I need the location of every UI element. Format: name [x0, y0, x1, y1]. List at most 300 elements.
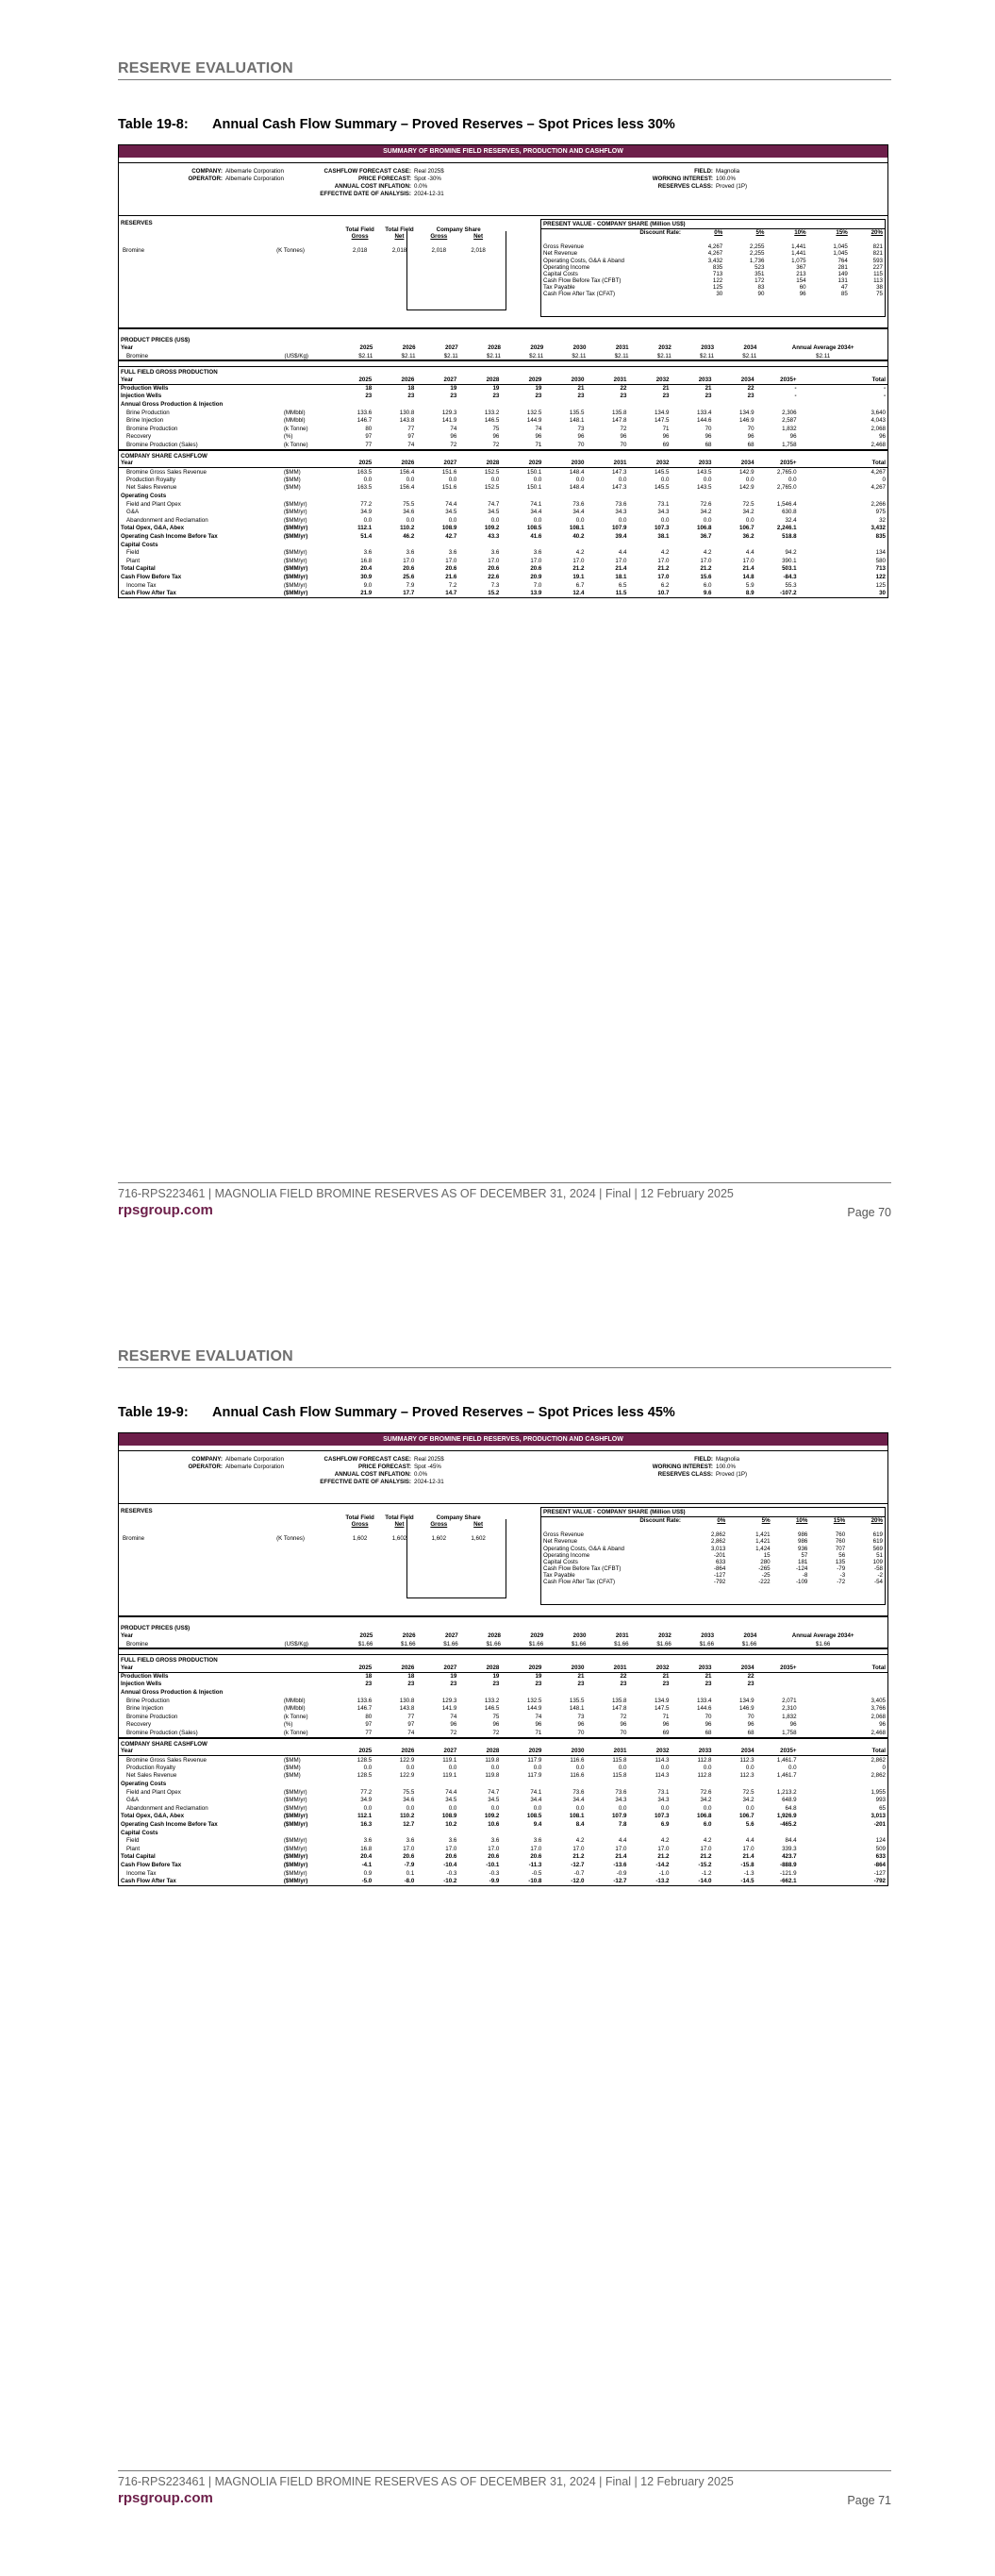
row-value: 0.0 — [533, 516, 542, 524]
prices-year: 2032 — [658, 1631, 672, 1639]
row-value: 108.1 — [569, 525, 585, 532]
pv-value: 351 — [755, 270, 765, 277]
res-head-tfn: Total Field — [385, 226, 414, 234]
row-value: -10.8 — [528, 1878, 542, 1885]
row-value: 21.4 — [615, 565, 627, 573]
row-value: 20.6 — [403, 1853, 415, 1861]
meta-field — [581, 1456, 739, 1463]
pv-value: 1,424 — [755, 1545, 771, 1552]
prices-title: PRODUCT PRICES (US$) — [121, 337, 191, 344]
row-value: 18 — [365, 1672, 373, 1680]
company-cashflow-row — [119, 492, 887, 500]
meta-wi — [581, 1464, 736, 1470]
row-value: 96 — [492, 433, 500, 441]
row-value: 106.7 — [739, 1813, 755, 1820]
row-value: 77 — [365, 1729, 373, 1736]
row-value: 72 — [620, 1713, 627, 1720]
row-label: Plant — [126, 1845, 141, 1852]
row-unit: ($MM/yr) — [283, 1862, 308, 1868]
pv-value: 633 — [715, 1558, 726, 1565]
row-plus — [756, 1681, 799, 1689]
row-value: 74.4 — [445, 1788, 457, 1796]
row-unit: (MMbbl) — [283, 417, 306, 425]
row-value: -10.4 — [443, 1862, 457, 1868]
pv-row — [541, 271, 885, 277]
row-value: 96 — [535, 433, 542, 441]
row-total: 633 — [875, 1853, 886, 1861]
row-total: 30 — [879, 590, 886, 597]
row-value: 21.2 — [572, 565, 585, 573]
company-cashflow-row — [119, 557, 887, 565]
gross-production-row — [119, 393, 887, 401]
row-value: -0.7 — [573, 1869, 585, 1877]
pv-value: -58 — [874, 1564, 883, 1572]
row-value: 108.9 — [441, 1813, 457, 1820]
row-value: 6.7 — [575, 581, 585, 589]
row-label: Production Royalty — [126, 476, 175, 483]
row-value: 34.5 — [488, 1797, 500, 1804]
row-value: 17.0 — [445, 557, 457, 564]
pv-value: 2,255 — [749, 250, 765, 258]
cashflow-sheet — [118, 1432, 888, 1886]
row-total: 580 — [875, 557, 886, 564]
row-value: 4.2 — [703, 549, 712, 557]
row-value: 34.9 — [360, 509, 373, 516]
row-value: 10.6 — [488, 1821, 500, 1829]
row-value: 19 — [535, 384, 542, 392]
meta-value: 100.0% — [716, 1464, 736, 1471]
res-head-tfg: Total Field — [345, 1514, 374, 1522]
row-value: 34.4 — [530, 509, 542, 516]
row-value: 16.8 — [360, 557, 373, 564]
row-value: 72.5 — [742, 500, 755, 508]
row-label: Field and Plant Opex — [126, 1788, 181, 1796]
row-value: 23 — [535, 1681, 542, 1688]
row-value: -0.3 — [489, 1869, 500, 1877]
row-value: 115.8 — [612, 1756, 627, 1764]
company-cashflow-row — [119, 1813, 887, 1821]
company-cashflow-row — [119, 541, 887, 549]
row-value: -1.0 — [658, 1869, 670, 1877]
company-cashflow-row — [119, 1877, 887, 1885]
pv-value: -265 — [758, 1564, 771, 1572]
row-unit — [282, 1672, 331, 1681]
company-cashflow-row — [119, 509, 887, 517]
row-unit: ($MM/yr) — [283, 516, 307, 524]
company-cashflow-row — [119, 1797, 887, 1805]
row-value: 148.4 — [569, 468, 585, 476]
year-header: 2028 — [458, 1748, 501, 1756]
pv-row — [541, 1572, 885, 1579]
row-value: 21.4 — [615, 1853, 627, 1861]
row-value: 3.6 — [448, 549, 457, 557]
pv-rate: 10% — [795, 1517, 808, 1525]
row-total: - — [883, 384, 886, 392]
row-value: 80 — [365, 425, 373, 432]
row-value: 72 — [450, 441, 457, 448]
pv-value: 4,267 — [707, 250, 723, 258]
pv-row-label: Operating Income — [543, 263, 590, 271]
row-unit: ($MM) — [283, 468, 301, 476]
meta-value: Albemarle Corporation — [225, 176, 284, 183]
row-value: 77.2 — [360, 1788, 373, 1796]
pv-row — [541, 1546, 885, 1552]
row-total — [799, 1681, 887, 1689]
row-value: 71 — [662, 1713, 670, 1720]
meta-operator — [119, 176, 284, 182]
row-value: 3.6 — [490, 1837, 500, 1845]
prices-year-label: Year — [121, 1631, 134, 1639]
row-plus: 1,213.2 — [776, 1788, 797, 1796]
row-unit — [282, 1829, 331, 1837]
sheet-meta — [119, 163, 887, 216]
row-value: 8.9 — [745, 590, 755, 597]
row-plus: -121.9 — [780, 1869, 797, 1877]
row-total: 2,068 — [871, 425, 886, 432]
row-value: 77 — [407, 1713, 415, 1720]
row-value: 43.3 — [488, 533, 500, 541]
row-value: 96 — [535, 1721, 542, 1729]
row-value: 116.6 — [570, 1772, 585, 1780]
pv-value: -201 — [713, 1551, 726, 1559]
row-plus: 1,758 — [782, 1729, 797, 1736]
row-value: 73.1 — [657, 1788, 670, 1796]
pv-value: 131 — [837, 276, 848, 284]
pv-value: 2,255 — [749, 243, 765, 251]
meta-key: CASHFLOW FORECAST CASE: — [323, 168, 411, 176]
pv-value: 986 — [798, 1531, 808, 1539]
gross-production-title: FULL FIELD GROSS PRODUCTION — [121, 1657, 218, 1664]
row-value: 112.3 — [739, 1772, 755, 1780]
row-value: 132.5 — [526, 409, 542, 416]
row-value: 0.0 — [618, 1764, 627, 1771]
row-unit — [282, 541, 331, 549]
pv-row-label: Cash Flow Before Tax (CFBT) — [543, 1564, 622, 1572]
row-value: 41.6 — [530, 533, 542, 541]
row-plus: 84.4 — [785, 1837, 797, 1845]
company-cashflow-row — [119, 589, 887, 597]
row-value: 70 — [577, 441, 585, 448]
pv-row — [541, 277, 885, 284]
row-plus: 0.0 — [788, 1764, 797, 1771]
report-page — [0, 1288, 995, 2576]
row-value: 163.5 — [357, 468, 373, 476]
page-header: RESERVE EVALUATION — [118, 1348, 891, 1368]
row-value: 20.6 — [488, 1853, 500, 1861]
row-value: 34.2 — [700, 509, 712, 516]
row-value: 34.5 — [445, 1797, 457, 1804]
year-label: Year — [119, 1748, 282, 1756]
res-head-tfn: Total Field — [385, 1514, 414, 1522]
row-value: -0.9 — [616, 1869, 627, 1877]
row-plus: 2,765.0 — [776, 484, 797, 492]
year-label: Year — [119, 1664, 282, 1672]
price-row-name: Bromine — [126, 352, 149, 360]
sheet-banner: SUMMARY OF BROMINE FIELD RESERVES, PRODUCTION AND CASHFLOW — [119, 1433, 887, 1446]
row-value: 117.9 — [527, 1772, 542, 1780]
res-head-net: Net — [394, 233, 405, 241]
res-head-cs: Company Share — [436, 226, 481, 234]
year-header: 2031 — [586, 1748, 628, 1756]
reserves-block — [119, 216, 887, 329]
row-value: 74 — [450, 425, 457, 432]
row-unit: ($MM/yr) — [283, 500, 307, 508]
row-value: 25.6 — [403, 574, 415, 580]
pv-row-label: Gross Revenue — [543, 1531, 584, 1539]
meta-key: COMPANY: — [191, 1456, 223, 1464]
pv-rate-label: Discount Rate: — [639, 1517, 681, 1525]
year-header: 2025 — [331, 1748, 373, 1756]
row-value: 3.6 — [533, 549, 542, 557]
row-value: 145.5 — [654, 484, 670, 492]
price-row — [119, 1640, 887, 1648]
year-header: 2030 — [543, 1748, 586, 1756]
pv-row — [541, 1559, 885, 1565]
year-header: 2033 — [671, 1664, 713, 1672]
row-value: 0.0 — [660, 516, 670, 524]
row-unit — [282, 1688, 331, 1697]
year-header: 2033 — [671, 376, 713, 384]
row-value: 133.4 — [697, 409, 712, 416]
row-value: 19 — [450, 1672, 457, 1680]
row-value: 122.9 — [399, 1756, 415, 1764]
pv-value: 47 — [840, 284, 848, 292]
row-total: 2,862 — [871, 1756, 886, 1764]
row-label: Annual Gross Production & Injection — [121, 401, 224, 408]
row-value: 0.0 — [575, 1764, 585, 1771]
row-plus: 1,832 — [782, 425, 797, 432]
sheet-meta — [119, 1451, 887, 1504]
row-value: 17.0 — [742, 557, 755, 564]
row-plus: 423.7 — [782, 1853, 797, 1861]
meta-key: EFFECTIVE DATE OF ANALYSIS: — [320, 1479, 411, 1486]
row-value: 23 — [365, 1681, 373, 1688]
row-value: -9.9 — [489, 1878, 500, 1885]
row-value: 20.4 — [360, 565, 373, 573]
company-cashflow-row — [119, 516, 887, 525]
prices-year-label: Year — [121, 343, 134, 351]
meta-cfcase — [270, 168, 444, 175]
year-header: 2031 — [586, 1664, 628, 1672]
row-total: 0 — [882, 1764, 886, 1771]
row-value: 148.4 — [569, 484, 585, 492]
row-value: 22 — [620, 1672, 627, 1680]
price-value: $1.66 — [614, 1640, 629, 1648]
row-value: 0.0 — [575, 516, 585, 524]
row-value: 0.0 — [660, 476, 670, 483]
company-cashflow-row — [119, 532, 887, 541]
row-total: 2,862 — [871, 1772, 886, 1780]
price-row-unit: (US$/Kg) — [284, 352, 308, 360]
row-value: 6.5 — [618, 581, 627, 589]
row-value: 34.2 — [742, 1797, 755, 1804]
row-total: 4,267 — [871, 484, 886, 492]
pv-value: 936 — [798, 1545, 808, 1552]
pv-value: 38 — [876, 284, 883, 292]
row-value: 19 — [492, 384, 500, 392]
row-value: 3.6 — [533, 1837, 542, 1845]
res-head-gross: Gross — [351, 1521, 369, 1529]
row-unit: ($MM/yr) — [283, 1853, 308, 1861]
row-unit: (k Tonne) — [283, 425, 308, 432]
row-value: 20.6 — [403, 565, 415, 573]
company-cashflow-row — [119, 548, 887, 557]
meta-cfcase — [270, 1456, 444, 1463]
pv-row — [541, 243, 885, 250]
row-value: 152.5 — [484, 484, 500, 492]
row-value: 21.2 — [572, 1853, 585, 1861]
pv-value: 2,862 — [710, 1531, 726, 1539]
row-plus: -107.2 — [780, 590, 797, 597]
pv-value: 172 — [755, 276, 765, 284]
row-value: 20.4 — [360, 1853, 373, 1861]
pv-value: 835 — [712, 263, 723, 271]
row-value: 107.3 — [654, 525, 670, 532]
row-value: 74.7 — [488, 500, 500, 508]
gross-production-row — [119, 1672, 887, 1681]
pv-value: 109 — [872, 1558, 883, 1565]
row-value: 147.3 — [611, 468, 627, 476]
pv-row-label: Operating Costs, G&A & Aband — [543, 1545, 624, 1552]
row-value: 73 — [577, 425, 585, 432]
meta-infl — [270, 1471, 427, 1478]
row-label: Bromine Gross Sales Revenue — [126, 1756, 207, 1764]
company-cashflow-row — [119, 1756, 887, 1765]
row-value: 0.0 — [448, 476, 457, 483]
row-label: Field and Plant Opex — [126, 500, 181, 508]
pv-value: 3,013 — [710, 1545, 726, 1552]
reserves-block — [119, 1504, 887, 1617]
pv-value: 1,075 — [791, 257, 806, 264]
row-value: 73 — [577, 1713, 585, 1720]
row-total: -864 — [873, 1862, 886, 1868]
row-total: 3,013 — [871, 1813, 886, 1820]
row-value: 20.6 — [530, 565, 542, 573]
pv-rate: 5% — [755, 229, 765, 237]
meta-field — [581, 168, 739, 175]
row-plus: 1,461.7 — [776, 1756, 797, 1764]
pv-row — [541, 1565, 885, 1572]
res-row-unit: (K Tonnes) — [276, 1535, 305, 1543]
row-plus: 2,306 — [782, 409, 797, 416]
row-value: 146.9 — [739, 1705, 755, 1713]
pv-value: 821 — [872, 243, 883, 251]
pv-rate: 20% — [871, 1517, 883, 1525]
row-value: 96 — [705, 1721, 712, 1729]
table-title — [118, 117, 675, 132]
row-unit: ($MM/yr) — [283, 581, 307, 589]
row-total: 32 — [879, 516, 886, 524]
row-value: 18.1 — [615, 574, 627, 580]
price-value: $1.66 — [528, 1640, 544, 1648]
pv-value: 367 — [796, 263, 806, 271]
row-value: 3.6 — [363, 1837, 373, 1845]
row-total: 96 — [879, 433, 886, 441]
row-value: 151.6 — [441, 468, 457, 476]
year-header: 2029 — [501, 1748, 543, 1756]
row-value: 9.0 — [363, 581, 373, 589]
row-value: -12.7 — [613, 1878, 627, 1885]
row-value: 22.6 — [488, 574, 500, 580]
row-value: 0.0 — [575, 1804, 585, 1812]
year-header: 2030 — [543, 460, 586, 468]
meta-key: ANNUAL COST INFLATION: — [334, 1471, 411, 1479]
brand-link[interactable]: rpsgroup.com — [118, 1202, 213, 1218]
pv-value: 213 — [796, 270, 806, 277]
row-total: 3,405 — [871, 1697, 886, 1704]
row-value: 21.2 — [700, 565, 712, 573]
pv-rate: 20% — [871, 229, 883, 237]
row-value: 11.5 — [615, 590, 627, 597]
row-value: 38.1 — [657, 533, 670, 541]
row-value: 17.0 — [657, 557, 670, 564]
gross-production-row — [119, 384, 887, 393]
pv-value: 1,045 — [833, 250, 848, 258]
row-value: 72.6 — [700, 1788, 712, 1796]
row-value: 106.8 — [697, 1813, 712, 1820]
meta-value: Magnolia — [716, 1456, 740, 1464]
row-value: 17.7 — [403, 590, 415, 597]
row-value: 17.0 — [657, 574, 670, 580]
row-value: 23 — [365, 393, 373, 400]
meta-value: Albemarle Corporation — [225, 168, 284, 176]
row-value: 132.5 — [526, 1697, 542, 1704]
year-header: 2033 — [671, 460, 713, 468]
meta-value: Magnolia — [716, 168, 740, 176]
row-plus: 2,071 — [782, 1697, 797, 1704]
total-header: Total — [799, 1748, 887, 1756]
meta-key: EFFECTIVE DATE OF ANALYSIS: — [320, 191, 411, 198]
row-total: 125 — [875, 581, 886, 589]
footer-text: 716-RPS223461 | MAGNOLIA FIELD BROMINE RESERVES AS OF DECEMBER 31, 2024 | Final | 12 February 2025 — [118, 1187, 734, 1200]
row-value: 22 — [620, 384, 627, 392]
row-value: -4.1 — [361, 1862, 373, 1868]
row-value: 129.3 — [441, 1697, 457, 1704]
year-header: 2029 — [501, 1664, 543, 1672]
table-title — [118, 1405, 675, 1420]
row-value: 4.2 — [703, 1837, 712, 1845]
pv-value: -72 — [837, 1579, 846, 1586]
footer-text: 716-RPS223461 | MAGNOLIA FIELD BROMINE RESERVES AS OF DECEMBER 31, 2024 | Final | 12 February 2025 — [118, 2475, 734, 2488]
brand-link[interactable]: rpsgroup.com — [118, 2490, 213, 2506]
price-value: $2.11 — [700, 352, 715, 360]
price-value: $2.11 — [656, 352, 672, 360]
row-value: 96 — [747, 433, 755, 441]
row-label: Net Sales Revenue — [126, 1772, 177, 1780]
price-value: $2.11 — [401, 352, 416, 360]
row-value: 34.2 — [742, 509, 755, 516]
row-value: 34.9 — [360, 1797, 373, 1804]
cashflow-sheet — [118, 144, 888, 598]
row-plus: 32.4 — [785, 516, 797, 524]
row-value: 5.9 — [745, 581, 755, 589]
pv-row — [541, 291, 885, 297]
row-value: 146.5 — [484, 1705, 500, 1713]
row-total: 2,468 — [871, 1729, 886, 1736]
price-avg: $2.11 — [816, 352, 831, 360]
pv-row — [541, 1538, 885, 1545]
year-header: 2026 — [373, 376, 416, 384]
row-value: 17.0 — [657, 1845, 670, 1852]
meta-key: RESERVES CLASS: — [657, 1471, 713, 1479]
row-value: 6.0 — [703, 1821, 712, 1829]
row-label: Operating Cash Income Before Tax — [121, 533, 218, 541]
row-unit: ($MM/yr) — [283, 1804, 307, 1812]
row-value: 6.0 — [703, 581, 712, 589]
row-value: 23 — [577, 1681, 585, 1688]
row-value: 74.4 — [445, 500, 457, 508]
price-row-name: Bromine — [126, 1640, 149, 1648]
